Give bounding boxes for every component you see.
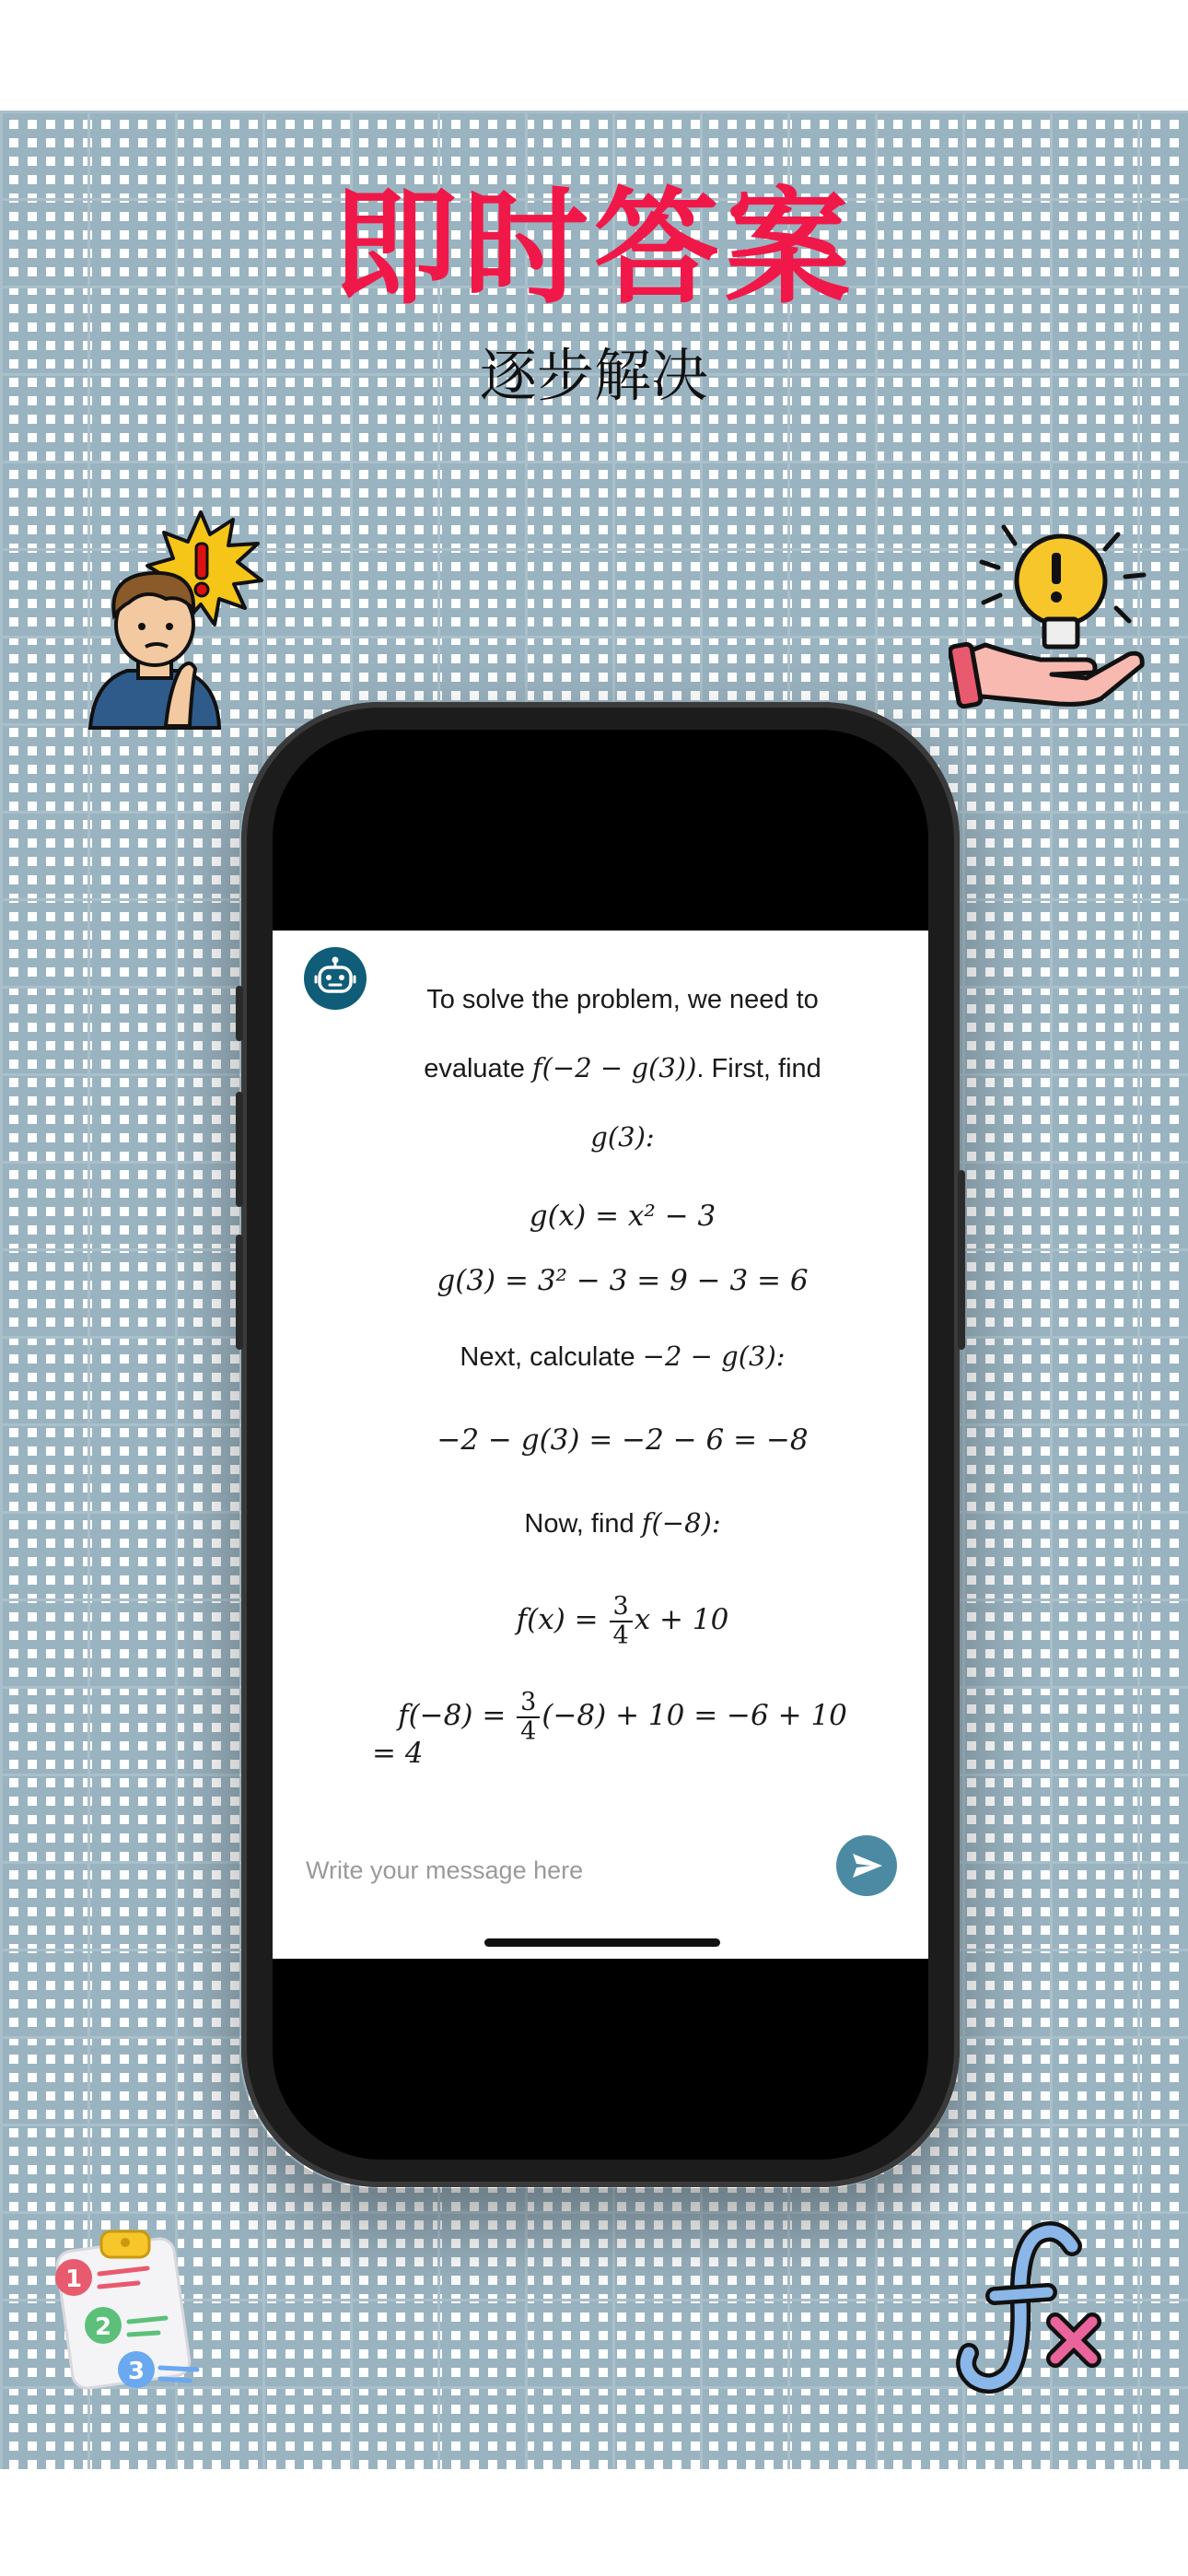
confused-person-icon (81, 507, 265, 737)
fraction-numerator: 3 (610, 1593, 633, 1622)
function-fx-icon (949, 2220, 1114, 2395)
robot-icon (304, 947, 367, 1010)
message-line (365, 1034, 880, 1103)
fraction (517, 1689, 540, 1746)
equation-fraction (365, 1674, 880, 1757)
svg-text:3: 3 (127, 2358, 146, 2385)
message-text: Next, calculate (460, 1342, 635, 1372)
message-text: Now, find (524, 1509, 635, 1539)
headline-subtitle: 逐步解决 (479, 342, 708, 409)
fraction-denominator: 4 (520, 1716, 537, 1746)
math-expression: f(−8): (641, 1507, 721, 1539)
idea-lightbulb-hand-icon (949, 516, 1170, 719)
svg-text:2: 2 (94, 2313, 112, 2341)
chat-screen (273, 931, 928, 1959)
equation: g(3) = 3² − 3 = 9 − 3 = 6 (437, 1264, 809, 1297)
message-text: evaluate (424, 1054, 525, 1083)
bot-message (365, 966, 880, 1772)
bot-avatar (304, 947, 367, 1010)
math-expression: g(3): (590, 1121, 655, 1153)
numbered-list-clipboard-icon (46, 2222, 212, 2406)
equation: −2 − g(3) = −2 − 6 = −8 (437, 1423, 809, 1457)
send-button[interactable] (836, 1835, 897, 1896)
math-expression: f(−2 − g(3)) (531, 1052, 697, 1083)
equation: g(x) = x² − 3 (529, 1200, 716, 1233)
fraction (610, 1593, 633, 1650)
phone-volume-up (236, 1092, 243, 1207)
fraction-denominator: 4 (612, 1621, 629, 1650)
fraction-numerator: 3 (517, 1689, 540, 1718)
phone-screen (273, 730, 928, 2160)
message-input[interactable]: Write your message here (306, 1856, 584, 1884)
home-indicator[interactable] (484, 1938, 720, 1947)
message-line (365, 1489, 880, 1558)
equation-part: f(−8) = (398, 1699, 507, 1732)
phone-power-button (958, 1170, 965, 1350)
equation-part: f(x) = (516, 1603, 599, 1636)
equation-part: (−8) + 10 = −6 + 10 (542, 1699, 847, 1732)
message-composer (273, 1815, 928, 1926)
send-icon (836, 1835, 897, 1896)
equation-fraction (365, 1578, 880, 1661)
message-line: To solve the problem, we need to (426, 985, 819, 1014)
math-expression: −2 − g(3): (642, 1341, 786, 1372)
message-text: . First, find (696, 1054, 821, 1083)
svg-text:1: 1 (64, 2266, 83, 2293)
phone-volume-down (236, 1235, 243, 1350)
message-line (365, 1322, 880, 1391)
headline-title: 即时答案 (332, 176, 856, 322)
equation-part: x + 10 (634, 1603, 729, 1636)
equation-continuation: = 4 (372, 1737, 424, 1770)
phone-silent-switch (236, 986, 243, 1041)
